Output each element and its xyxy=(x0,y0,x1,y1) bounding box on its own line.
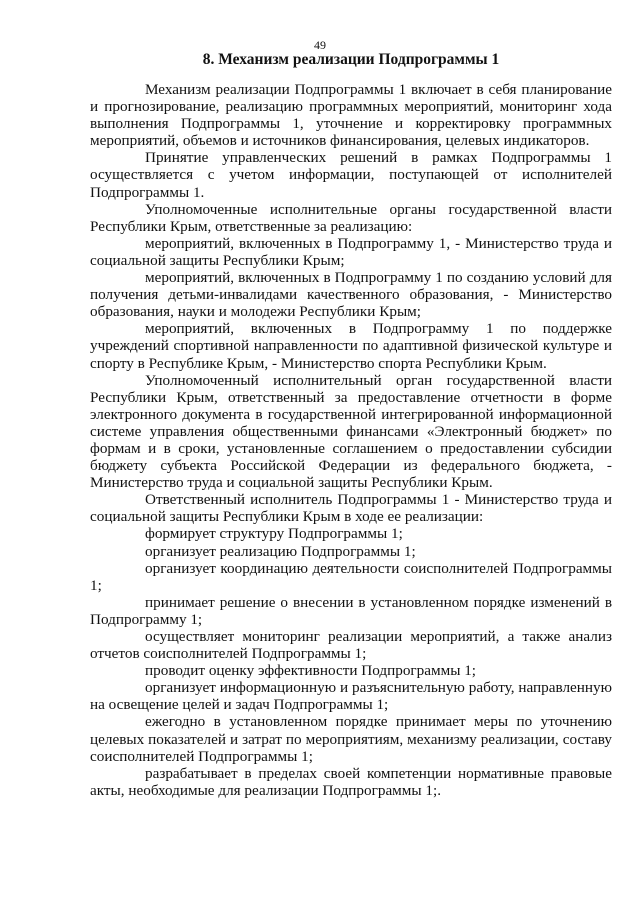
duty-regulatory-acts: разрабатывает в пределах своей компетенции нормативные правовые акты, необходимые для реализации Подпрограммы 1;. xyxy=(90,764,612,799)
duty-efficiency-assessment: проводит оценку эффективности Подпрограммы 1; xyxy=(145,662,477,680)
paragraph-ministry-labor: мероприятий, включенных в Подпрограмму 1, - Министерство труда и социальной защиты Республики Крым; xyxy=(90,234,612,269)
paragraph-management-decisions: Принятие управленческих решений в рамках Подпрограммы 1 осуществляется с учетом информации, поступающей от исполнителей Подпрограммы 1. xyxy=(90,149,612,201)
paragraph-ministry-sport: мероприятий, включенных в Подпрограмму 1 по поддержке учреждений спортивной направленности по адаптивной физической культуре и спорту в Республике Крым, - Министерство спорта Республики Крым. xyxy=(90,320,612,372)
page-number: 49 xyxy=(314,38,326,52)
duty-annual-refinement: ежегодно в установленном порядке принимает меры по уточнению целевых показателей и затрат по мероприятиям, механизму реализации, составу соисполнителей Подпрограммы 1; xyxy=(90,713,612,765)
body-text xyxy=(90,81,612,799)
duty-makes-decisions: принимает решение о внесении в установленном порядке изменений в Подпрограмму 1; xyxy=(90,593,612,628)
duty-forms-structure: формирует структуру Подпрограммы 1; xyxy=(145,525,403,543)
duty-monitoring: осуществляет мониторинг реализации мероприятий, а также анализ отчетов соисполнителей Подпрограммы 1; xyxy=(90,628,612,663)
paragraph-mechanism-overview: Механизм реализации Подпрограммы 1 включает в себя планирование и прогнозирование, реализацию программных мероприятий, мониторинг хода выполнения Подпрограммы 1, уточнение и корректировку программных мероприятий, объемов и источников финансирования, целевых индикаторов. xyxy=(90,81,612,150)
duty-information-work: организует информационную и разъяснительную работу, направленную на освещение целей и задач Подпрограммы 1; xyxy=(90,679,612,714)
duty-organizes-coordination: организует координацию деятельности соисполнителей Подпрограммы 1; xyxy=(90,559,612,594)
paragraph-ministry-education: мероприятий, включенных в Подпрограмму 1 по созданию условий для получения детьми-инвалидами качественного образования, - Министерство образования, науки и молодежи Республики Крым; xyxy=(90,269,612,321)
paragraph-reporting-body: Уполномоченный исполнительный орган государственной власти Республики Крым, ответственный за предоставление отчетности в форме электронного документа в государственной интегрированной информационной системе управления общественными финансами «Электронный бюджет» по формам и в сроки, установленные соглашением о предоставлении субсидии бюджету субъекта Российской Федерации из федерального бюджета, - Министерство труда и социальной защиты Республики Крым. xyxy=(90,371,612,492)
section-title: 8. Механизм реализации Подпрограммы 1 xyxy=(202,51,500,68)
paragraph-authorized-bodies: Уполномоченные исполнительные органы государственной власти Республики Крым, ответственные за реализацию: xyxy=(90,200,612,235)
paragraph-responsible-executor: Ответственный исполнитель Подпрограммы 1 - Министерство труда и социальной защиты Республики Крым в ходе ее реализации: xyxy=(90,491,612,526)
duty-organizes-implementation: организует реализацию Подпрограммы 1; xyxy=(145,542,416,560)
